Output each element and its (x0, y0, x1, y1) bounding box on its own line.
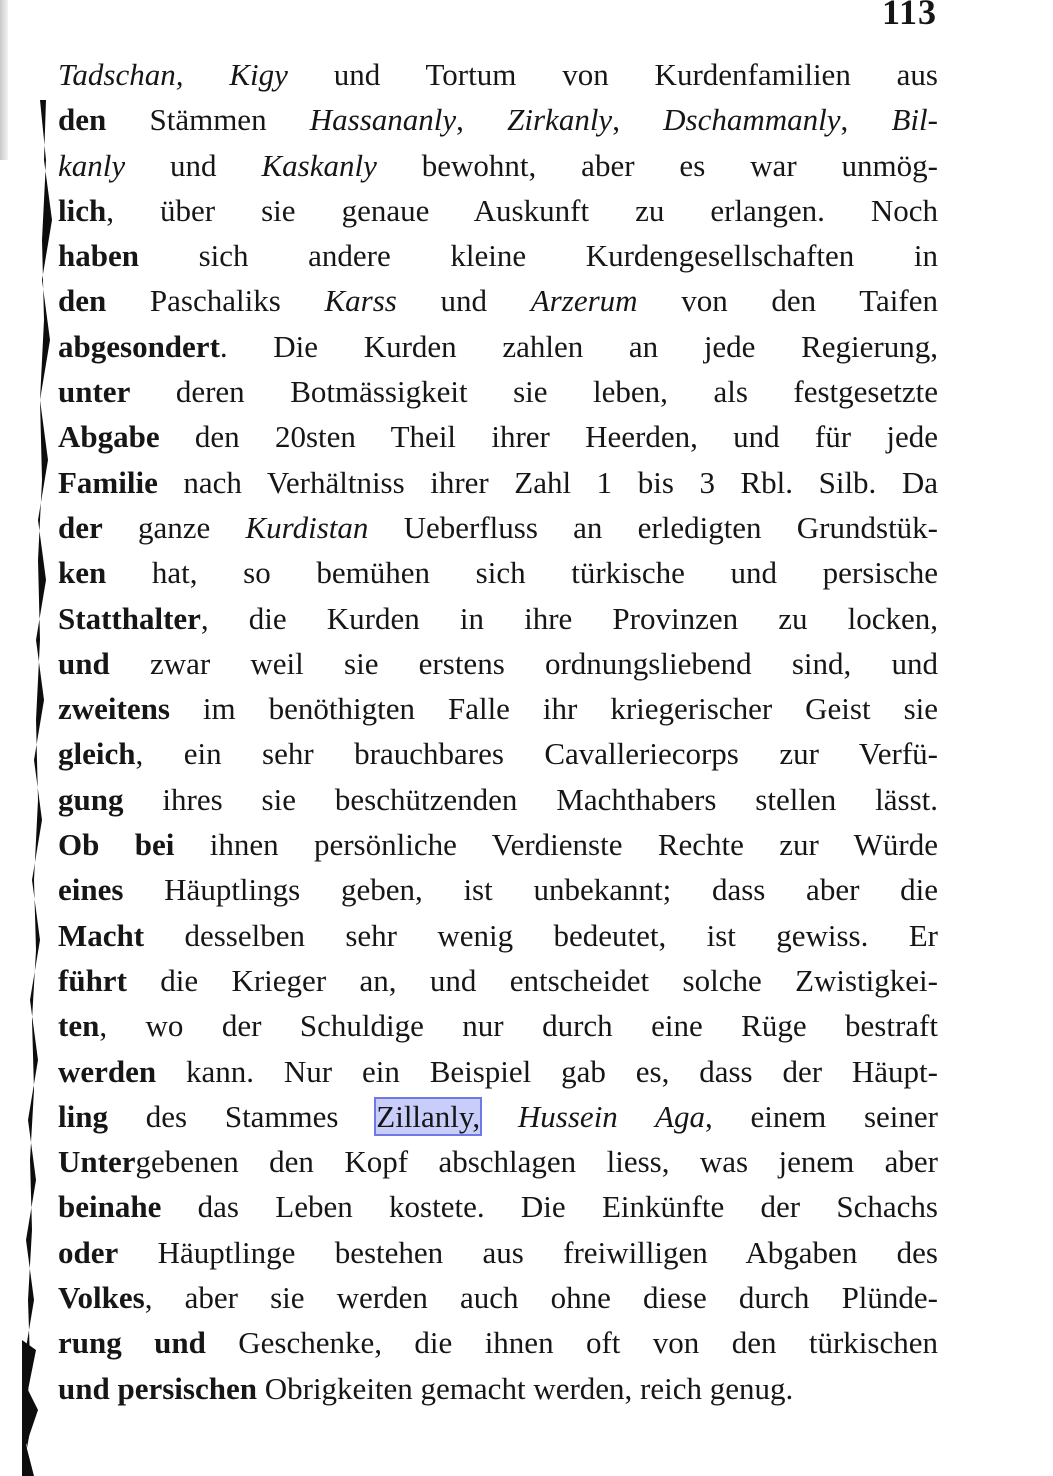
highlighted-word[interactable]: Zillanly, (376, 1098, 481, 1134)
text-segment: Paschaliks (106, 283, 325, 319)
text-line (58, 188, 938, 233)
text-segment: Zirkanly (507, 102, 613, 138)
text-segment: Häuptlinge bestehen aus freiwilligen Abgaben des (118, 1234, 938, 1270)
text-segment: kanly (58, 147, 126, 183)
text-segment: und persischen (58, 1370, 257, 1406)
text-segment: , die Kurden in ihre Provinzen zu locken, (200, 600, 938, 636)
text-segment: den 20sten Theil ihrer Heerden, und für jede (159, 419, 938, 455)
text-segment: Ob bei (58, 827, 175, 863)
text-segment: kann. Nur ein Beispiel gab es, dass der Häupt- (156, 1053, 938, 1089)
text-segment: ken (58, 555, 107, 591)
text-line (58, 777, 938, 822)
text-segment: Unter (58, 1144, 136, 1180)
text-segment: das Leben kostete. Die Einkünfte der Schachs (161, 1189, 938, 1225)
text-segment: , wo der Schuldige nur durch eine Rüge bestraft (99, 1008, 938, 1044)
text-line (58, 641, 938, 686)
text-line (58, 1003, 938, 1048)
binding-edge-artifact (22, 100, 56, 1476)
text-segment: und (58, 645, 110, 681)
text-segment: hat, so bemühen sich türkische und persische (106, 555, 938, 591)
text-segment: , einem seiner (704, 1098, 938, 1134)
text-segment: des Stammes (107, 1098, 377, 1134)
text-segment (480, 1099, 518, 1134)
text-line (58, 460, 938, 505)
text-line (58, 1184, 938, 1229)
text-segment: haben (58, 238, 139, 274)
text-segment: den (58, 102, 107, 138)
text-segment: ganze (102, 509, 246, 545)
text-segment: unter (58, 374, 131, 410)
text-line (58, 414, 938, 459)
text-segment: ihnen persönliche Verdienste Rechte zur Würde (174, 827, 939, 863)
text-segment: . Die Kurden zahlen an jede Regierung, (219, 328, 938, 364)
text-segment: Karss (324, 283, 397, 319)
text-line (58, 1275, 938, 1320)
text-line (58, 731, 938, 776)
text-segment: führt (58, 962, 127, 998)
text-segment: Familie (58, 464, 158, 500)
text-line (58, 233, 938, 278)
text-segment: , (456, 102, 508, 138)
text-line (58, 1094, 938, 1139)
gutter-shadow (0, 0, 8, 160)
text-line (58, 913, 938, 958)
text-segment: oder (58, 1234, 119, 1270)
text-segment: Statthalter (58, 600, 201, 636)
text-segment: ten (58, 1008, 100, 1044)
text-segment: , (612, 102, 664, 138)
text-line (58, 1366, 938, 1411)
text-line (58, 1320, 938, 1365)
text-line (58, 1049, 938, 1094)
text-line (58, 596, 938, 641)
text-line (58, 97, 938, 142)
text-segment: gebenen den Kopf abschlagen liess, was jenem aber (135, 1144, 938, 1180)
text-segment: Abgabe (58, 419, 160, 455)
text-segment: , (840, 102, 892, 138)
text-segment: Bil- (891, 102, 938, 138)
text-segment: von den Taifen (637, 283, 939, 319)
text-segment: abgesondert (58, 328, 220, 364)
text-segment: Arzerum (530, 283, 638, 319)
text-segment: zwar weil sie erstens ordnungsliebend sind, und (109, 645, 938, 681)
text-line (58, 1230, 938, 1275)
text-segment: die Krieger an, und entscheidet solche Zwistigkei- (126, 962, 938, 998)
text-segment: Volkes (58, 1280, 145, 1316)
text-segment: und (125, 147, 262, 183)
text-segment: den (58, 283, 107, 319)
text-segment: desselben sehr wenig bedeutet, ist gewiss. Er (144, 917, 938, 953)
text-segment: im benöthigten Falle ihr kriegerischer Geist sie (169, 691, 938, 727)
text-segment: lich (58, 192, 107, 228)
text-segment: ling (58, 1098, 108, 1134)
text-line (58, 278, 938, 323)
text-segment: , aber sie werden auch ohne diese durch Plünde- (144, 1280, 938, 1316)
text-line (58, 369, 938, 414)
text-segment: Stämmen (106, 102, 310, 138)
text-line (58, 1139, 938, 1184)
text-segment: , ein sehr brauchbares Cavalleriecorps zur Verfü- (135, 736, 938, 772)
text-segment: deren Botmässigkeit sie leben, als festgesetzte (130, 374, 938, 410)
text-segment: eines (58, 872, 124, 908)
text-line (58, 550, 938, 595)
text-segment: der (58, 509, 103, 545)
text-line (58, 686, 938, 731)
text-segment: , über sie genaue Auskunft zu erlangen. Noch (106, 192, 938, 228)
text-segment: Obrigkeiten gemacht werden, reich genug. (256, 1370, 794, 1406)
text-line (58, 822, 938, 867)
text-line (58, 958, 938, 1003)
text-segment: werden (58, 1053, 157, 1089)
text-segment: beinahe (58, 1189, 162, 1225)
text-line (58, 324, 938, 369)
text-segment: und Tortum von Kurdenfamilien aus (287, 57, 938, 92)
text-line (58, 143, 938, 188)
body-text (58, 52, 938, 1411)
text-segment: Tadschan, (58, 57, 230, 92)
text-segment: Macht (58, 917, 145, 953)
text-segment: gleich (58, 736, 136, 772)
text-segment: Dschammanly (663, 102, 841, 138)
text-segment: und (396, 283, 531, 319)
text-segment: rung und (58, 1325, 206, 1361)
binding-edge-shape (22, 100, 56, 1476)
text-segment: ihres sie beschützenden Machthabers stellen lässt. (123, 781, 938, 817)
text-segment: Ueberfluss an erledigten Grundstük- (368, 509, 938, 545)
text-segment: zweitens (58, 691, 170, 727)
page-number: 113 (881, 0, 937, 32)
text-segment: Hassananly (309, 102, 457, 138)
text-line (58, 52, 938, 97)
text-segment: sich andere kleine Kurdengesellschaften in (138, 238, 938, 274)
text-segment: Hussein Aga (517, 1098, 705, 1134)
text-segment: Geschenke, die ihnen oft von den türkischen (205, 1325, 939, 1361)
text-line (58, 505, 938, 550)
text-segment: gung (58, 781, 124, 817)
text-segment: Kigy (229, 57, 288, 92)
text-segment: Häuptlings geben, ist unbekannt; dass aber die (123, 872, 938, 908)
text-line (58, 867, 938, 912)
text-segment: bewohnt, aber es war unmög- (376, 147, 938, 183)
text-segment: Kaskanly (261, 147, 377, 183)
text-segment: Kurdistan (245, 509, 369, 545)
text-segment: nach Verhältniss ihrer Zahl 1 bis 3 Rbl. Silb. Da (157, 464, 938, 500)
